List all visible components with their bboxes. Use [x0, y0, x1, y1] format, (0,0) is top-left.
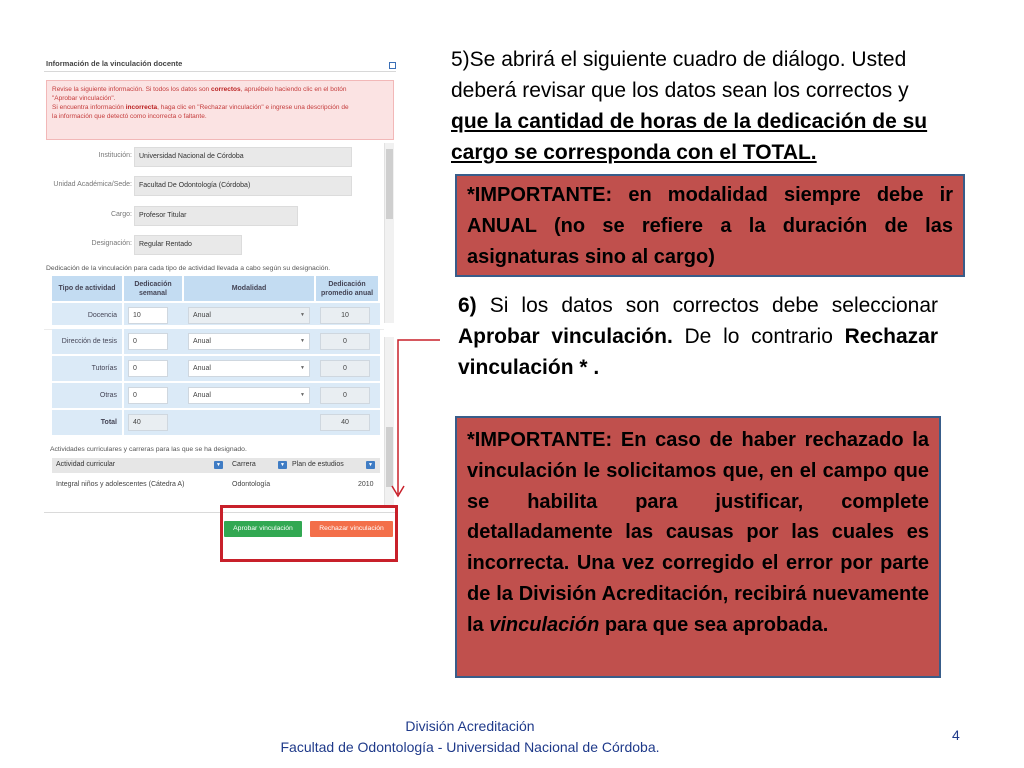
modalidad-select[interactable] — [188, 387, 310, 404]
alert-text: , apruébelo haciendo clic en el botón — [240, 86, 347, 93]
step6-text-part: De lo contrario — [672, 325, 845, 348]
modalidad-value: Anual — [193, 312, 211, 319]
header-actividad-curricular: Actividad curricular — [56, 461, 116, 468]
title-divider — [44, 71, 396, 72]
annual-hours-value: 0 — [320, 333, 370, 350]
page-number: 4 — [952, 727, 960, 743]
footer-faculty: Facultad de Odontología - Universidad Nacional de Córdoba. — [280, 739, 660, 755]
chevron-down-icon: ▼ — [300, 338, 305, 344]
table-total-row — [52, 410, 380, 435]
step5-line-emphasis: que la cantidad de horas de la dedicación de su — [451, 110, 928, 133]
step6-number: 6) — [458, 294, 477, 317]
weekly-hours-input[interactable]: 10 — [128, 307, 168, 324]
important2-italic: vinculación — [489, 613, 600, 636]
step6-text — [458, 290, 938, 383]
scrollbar-thumb[interactable] — [386, 149, 393, 219]
modalidad-select[interactable] — [188, 360, 310, 377]
modalidad-value: Anual — [193, 338, 211, 345]
field-label: Designación: — [91, 240, 132, 247]
weekly-hours-input[interactable]: 0 — [128, 387, 168, 404]
chevron-down-icon: ▼ — [300, 312, 305, 318]
important2-text: para que sea aprobada. — [599, 613, 829, 636]
header-modalidad: Modalidad — [184, 276, 316, 301]
activities-label: Actividades curriculares y carreras para las que se ha designado. — [50, 446, 247, 453]
scrollbar[interactable] — [384, 143, 394, 323]
weekly-hours-input[interactable]: 0 — [128, 360, 168, 377]
instructions-alert — [46, 80, 394, 140]
field-row-unidad — [44, 176, 384, 196]
step6-approve-term: Aprobar vinculación. — [458, 325, 673, 348]
alert-text: Si encuentra información — [52, 104, 126, 111]
expand-icon[interactable] — [389, 62, 396, 69]
step5-line: 5)Se abrirá el siguiente cuadro de diálogo. Usted — [451, 48, 907, 71]
header-tipo-actividad: Tipo de actividad — [52, 276, 124, 301]
unidad-academica-field[interactable]: Facultad De Odontología (Córdoba) — [134, 176, 352, 196]
footer-division: División Acreditación — [405, 718, 535, 734]
list-item — [52, 479, 380, 493]
important-note-rechazo — [455, 416, 941, 678]
annual-hours-value: 0 — [320, 360, 370, 377]
annual-hours-value: 10 — [320, 307, 370, 324]
alert-text: , haga clic en "Rechazar vinculación" e ingrese una descripción de — [157, 104, 349, 111]
activity-name: Otras — [52, 383, 124, 408]
plan-value: 2010 — [358, 481, 374, 488]
field-label: Unidad Académica/Sede: — [53, 181, 132, 188]
activity-curricular-value: Integral niños y adolescentes (Cátedra A) — [56, 481, 185, 488]
chevron-down-icon[interactable]: ▼ — [214, 461, 223, 469]
total-label: Total — [52, 410, 124, 435]
alert-bold-incorrecta: incorrecta — [125, 104, 158, 111]
weekly-hours-input[interactable]: 0 — [128, 333, 168, 350]
important-note-modalidad: *IMPORTANTE: en modalidad siempre debe ir ANUAL (no se refiere a la duración de las asignaturas sino al cargo) — [455, 174, 965, 277]
activity-name: Tutorías — [52, 356, 124, 381]
alert-text: la información que detectó como incorrecta o faltante. — [52, 113, 207, 120]
table-row — [52, 383, 380, 408]
total-weekly-value: 40 — [128, 414, 168, 431]
activity-name: Dirección de tesis — [52, 329, 124, 354]
header-dedicacion-semanal: Dedicación semanal — [124, 276, 184, 301]
designacion-field[interactable]: Regular Rentado — [134, 235, 242, 255]
alert-text: "Aprobar vinculación". — [52, 95, 116, 102]
header-dedicacion-anual: Dedicación promedio anual — [316, 276, 380, 301]
cargo-field[interactable]: Profesor Titular — [134, 206, 298, 226]
chevron-down-icon[interactable]: ▼ — [278, 461, 287, 469]
step6-reject-term: Rechazar vinculación * . — [458, 325, 939, 379]
alert-text: Revise la siguiente información. Si todos los datos son — [52, 86, 211, 93]
chevron-down-icon: ▼ — [300, 365, 305, 371]
header-carrera: Carrera — [232, 461, 256, 468]
pointer-arrow-icon — [380, 334, 442, 502]
step5-line: deberá revisar que los datos sean los correctos y — [451, 79, 909, 102]
career-value: Odontología — [232, 481, 271, 488]
step5-text — [451, 44, 961, 168]
modalidad-select[interactable] — [188, 307, 310, 324]
activity-name: Docencia — [52, 303, 124, 328]
activities-header — [52, 458, 380, 473]
annual-hours-value: 0 — [320, 387, 370, 404]
field-row-cargo — [44, 206, 384, 226]
field-row-institucion — [44, 147, 384, 167]
important2-text: *IMPORTANTE: En caso de haber rechazado la vinculación le solicitamos que, en el campo que se habilita para justificar, complete detalladamente las causas por las cuales es incorrecta. Una vez corregido el error por parte de la División Acreditación, recibirá nuevamente la — [467, 429, 929, 636]
table-header-row — [52, 276, 380, 301]
modalidad-value: Anual — [193, 392, 211, 399]
approve-button[interactable]: Aprobar vinculación — [224, 521, 302, 537]
alert-bold-correctos: correctos — [210, 86, 241, 93]
modalidad-select[interactable] — [188, 333, 310, 350]
step6-text-part: Si los datos son correctos debe seleccionar — [476, 294, 938, 317]
table-row — [52, 356, 380, 381]
step5-line-emphasis: cargo se corresponda con el TOTAL. — [451, 141, 817, 164]
chevron-down-icon: ▼ — [300, 392, 305, 398]
dedication-label: Dedicación de la vinculación para cada tipo de actividad llevada a cabo según su designación. — [46, 265, 331, 272]
field-row-designacion — [44, 235, 384, 255]
header-plan-estudios: Plan de estudios — [292, 461, 344, 468]
modalidad-value: Anual — [193, 365, 211, 372]
institucion-field[interactable]: Universidad Nacional de Córdoba — [134, 147, 352, 167]
field-label: Institución: — [98, 152, 132, 159]
total-annual-value: 40 — [320, 414, 370, 431]
field-label: Cargo: — [110, 211, 132, 218]
dialog-title: Información de la vinculación docente — [46, 59, 183, 68]
dialog-screenshot — [44, 55, 400, 515]
chevron-down-icon[interactable]: ▼ — [366, 461, 375, 469]
reject-button[interactable]: Rechazar vinculación — [310, 521, 393, 537]
table-row — [52, 329, 380, 354]
